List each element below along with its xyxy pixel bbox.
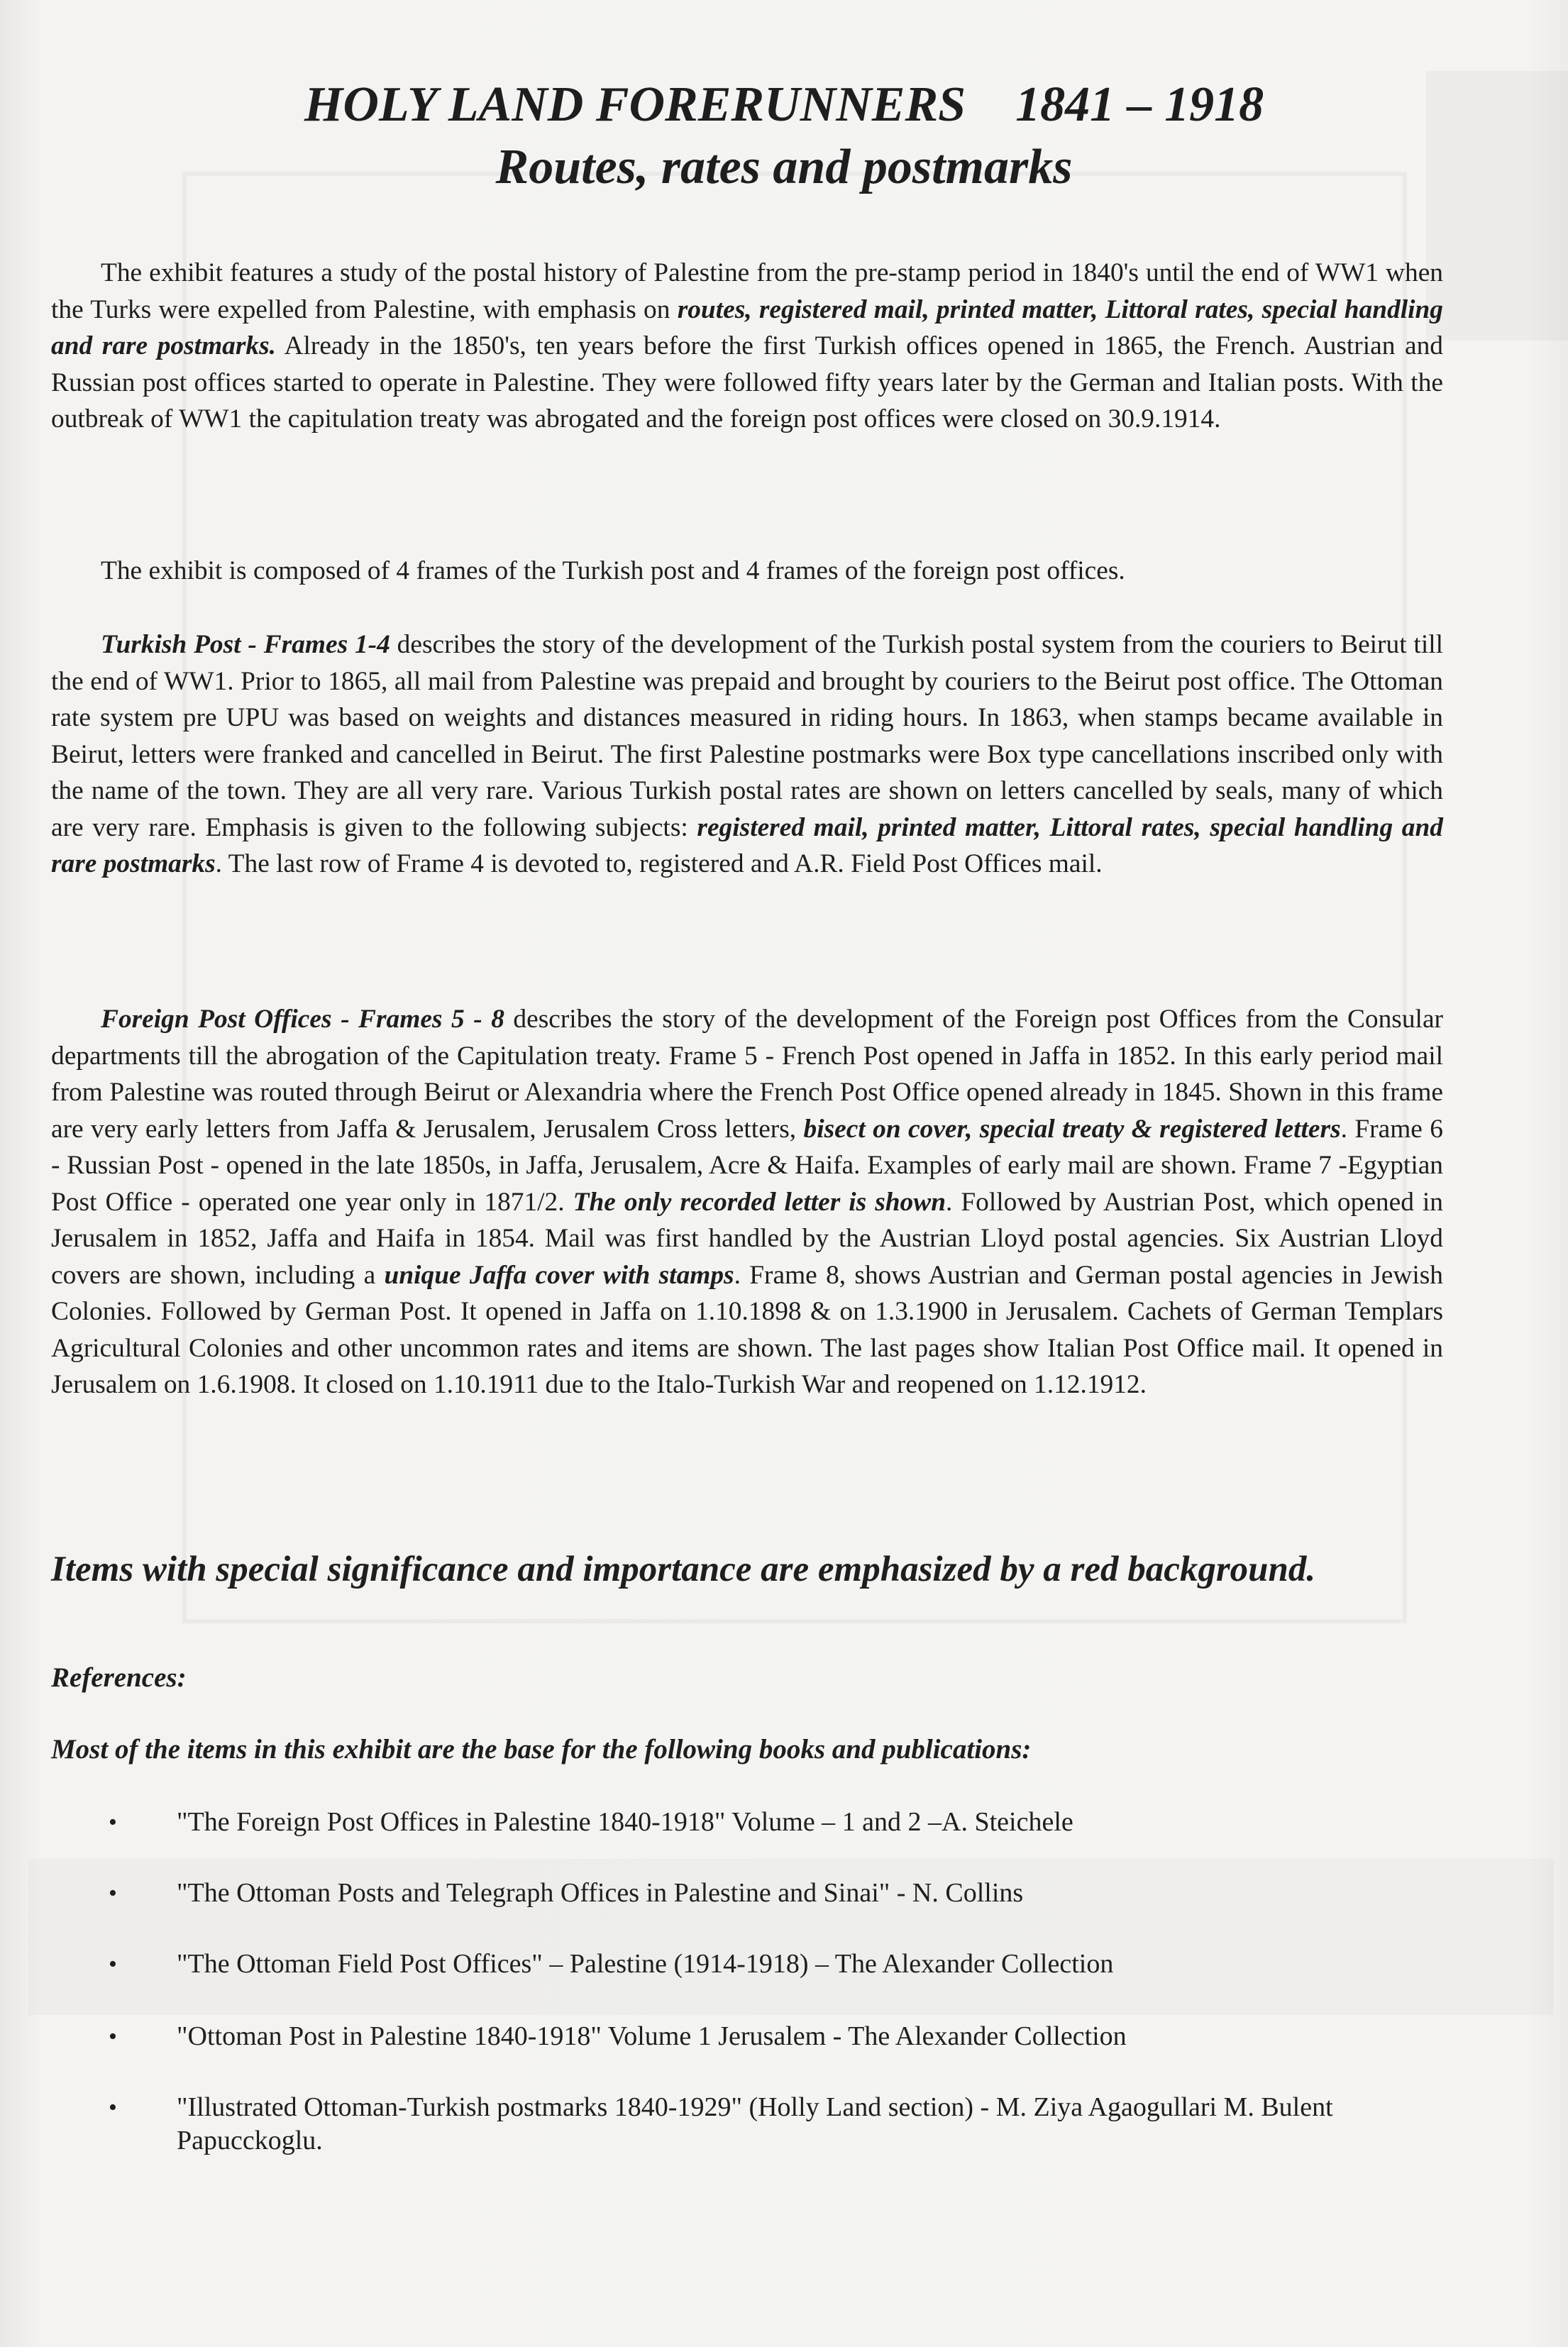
page-subtitle: Routes, rates and postmarks [495,140,1073,194]
emphasis-note: Items with special significance and importance are emphasized by a red background. [51,1550,1316,1589]
bullet-icon: • [109,2094,117,2121]
turkish-text-1: describes the story of the development of the Turkish postal system from the couriers to Beirut till the end of WW1. Prior to 1865, all mail from Palestine was prepaid and brought by couriers to the Beirut post office. The Ottoman rate system pre UPU was based on weights and distances measured in riding hours. In 1863, when stamps became available in Beirut, letters were franked and cancelled in Beirut. The first Palestine postmarks were Box type cancellations inscribed only with the name of the town. They are all very rare. Various Turkish postal rates are shown on letters cancelled by seals, many of which are very rare. Emphasis is given to the following subjects: [51,630,1443,842]
composition-text: The exhibit is composed of 4 frames of the Turkish post and 4 frames of the foreign post offices. [101,556,1125,585]
references-intro: Most of the items in this exhibit are the base for the following books and publications: [51,1734,1032,1765]
turkish-post-heading: Turkish Post - Frames 1-4 [101,630,390,659]
foreign-emphasis-1: bisect on cover, special treaty & registered letters [803,1114,1341,1144]
reference-text: "Ottoman Post in Palestine 1840-1918" Volume 1 Jerusalem - The Alexander Collection [177,2021,1127,2051]
references-heading: References: [51,1662,187,1693]
foreign-post-paragraph [51,1001,1443,1403]
intro-text-1: The exhibit features a study of the postal history of Palestine from the pre-stamp period in 1840's until the end of WW1 when the Turks were expelled from Palestine, with emphasis on [51,258,1443,324]
reference-text: "The Foreign Post Offices in Palestine 1840-1918" Volume – 1 and 2 –A. Steichele [177,1807,1073,1837]
foreign-text-1: describes the story of the development of the Foreign post Offices from the Consular departments till the abrogation of the Capitulation treaty. Frame 5 - French Post opened in Jaffa in 1852. In this early period mail from Palestine was routed through Beirut or Alexandria where the French Post Office opened already in 1845. Shown in this frame are very early letters from Jaffa & Jerusalem, Jerusalem Cross letters, [51,1005,1443,1144]
foreign-emphasis-2: The only recorded letter is shown [573,1187,946,1217]
foreign-post-heading: Foreign Post Offices - Frames 5 - 8 [101,1005,504,1034]
bullet-icon: • [109,2023,117,2050]
turkish-post-paragraph [51,626,1443,883]
foreign-text-4: . Frame 8, shows Austrian and German postal agencies in Jewish Colonies. Followed by German Post. It opened in Jaffa on 1.10.1898 & on 1.3.1900 in Jerusalem. Cachets of German Templars Agricultural Colonies and other uncommon rates and items are shown. The last pages show Italian Post Office mail. It opened in Jerusalem on 1.6.1908. It closed on 1.10.1911 due to the Italo-Turkish War and reopened on 1.12.1912. [51,1260,1443,1399]
reference-text: "The Ottoman Posts and Telegraph Offices in Palestine and Sinai" - N. Collins [177,1878,1024,1908]
turkish-text-2: . The last row of Frame 4 is devoted to, registered and A.R. Field Post Offices mail. [215,849,1103,878]
composition-paragraph [51,553,1443,590]
page-title [0,77,1568,133]
bullet-icon: • [109,1951,117,1977]
bullet-icon: • [109,1809,117,1835]
intro-text-2: Already in the 1850's, ten years before the first Turkish offices opened in 1865, the French. Austrian and Russian post offices started to operate in Palestine. They were followed fifty years later by the German and Italian posts. With the outbreak of WW1 the capitulation treaty was abrogated and the foreign post offices were closed on 30.9.1914. [51,331,1444,433]
turkish-emphasis: registered mail, printed matter, Littoral rates, special handling and rare postmarks [51,812,1443,878]
reference-text: "The Ottoman Field Post Offices" – Palestine (1914-1918) – The Alexander Collection [177,1949,1114,1979]
foreign-emphasis-3: unique Jaffa cover with stamps [384,1260,734,1290]
reference-text: "Illustrated Ottoman-Turkish postmarks 1840-1929" (Holly Land section) - M. Ziya Agaogullari M. Bulent Papucckoglu. [177,2092,1333,2155]
foreign-text-3: . Followed by Austrian Post, which opened in Jerusalem in 1852, Jaffa and Haifa in 1854. Mail was first handled by the Austrian Lloyd postal agencies. Six Austrian Lloyd covers are shown, including a [51,1187,1443,1290]
intro-emphasis: routes, registered mail, printed matter, Littoral rates, special handling and rare postmarks. [51,294,1443,360]
foreign-text-2: . Frame 6 - Russian Post - opened in the late 1850s, in Jaffa, Jerusalem, Acre & Haifa. Examples of early mail are shown. Frame 7 -Egyptian Post Office - operated one year only in 1871/2. [51,1114,1444,1217]
title-years: 1841 – 1918 [1015,77,1264,132]
intro-paragraph [51,255,1443,438]
bullet-icon: • [109,1880,117,1906]
title-main: HOLY LAND FORERUNNERS [304,77,966,132]
